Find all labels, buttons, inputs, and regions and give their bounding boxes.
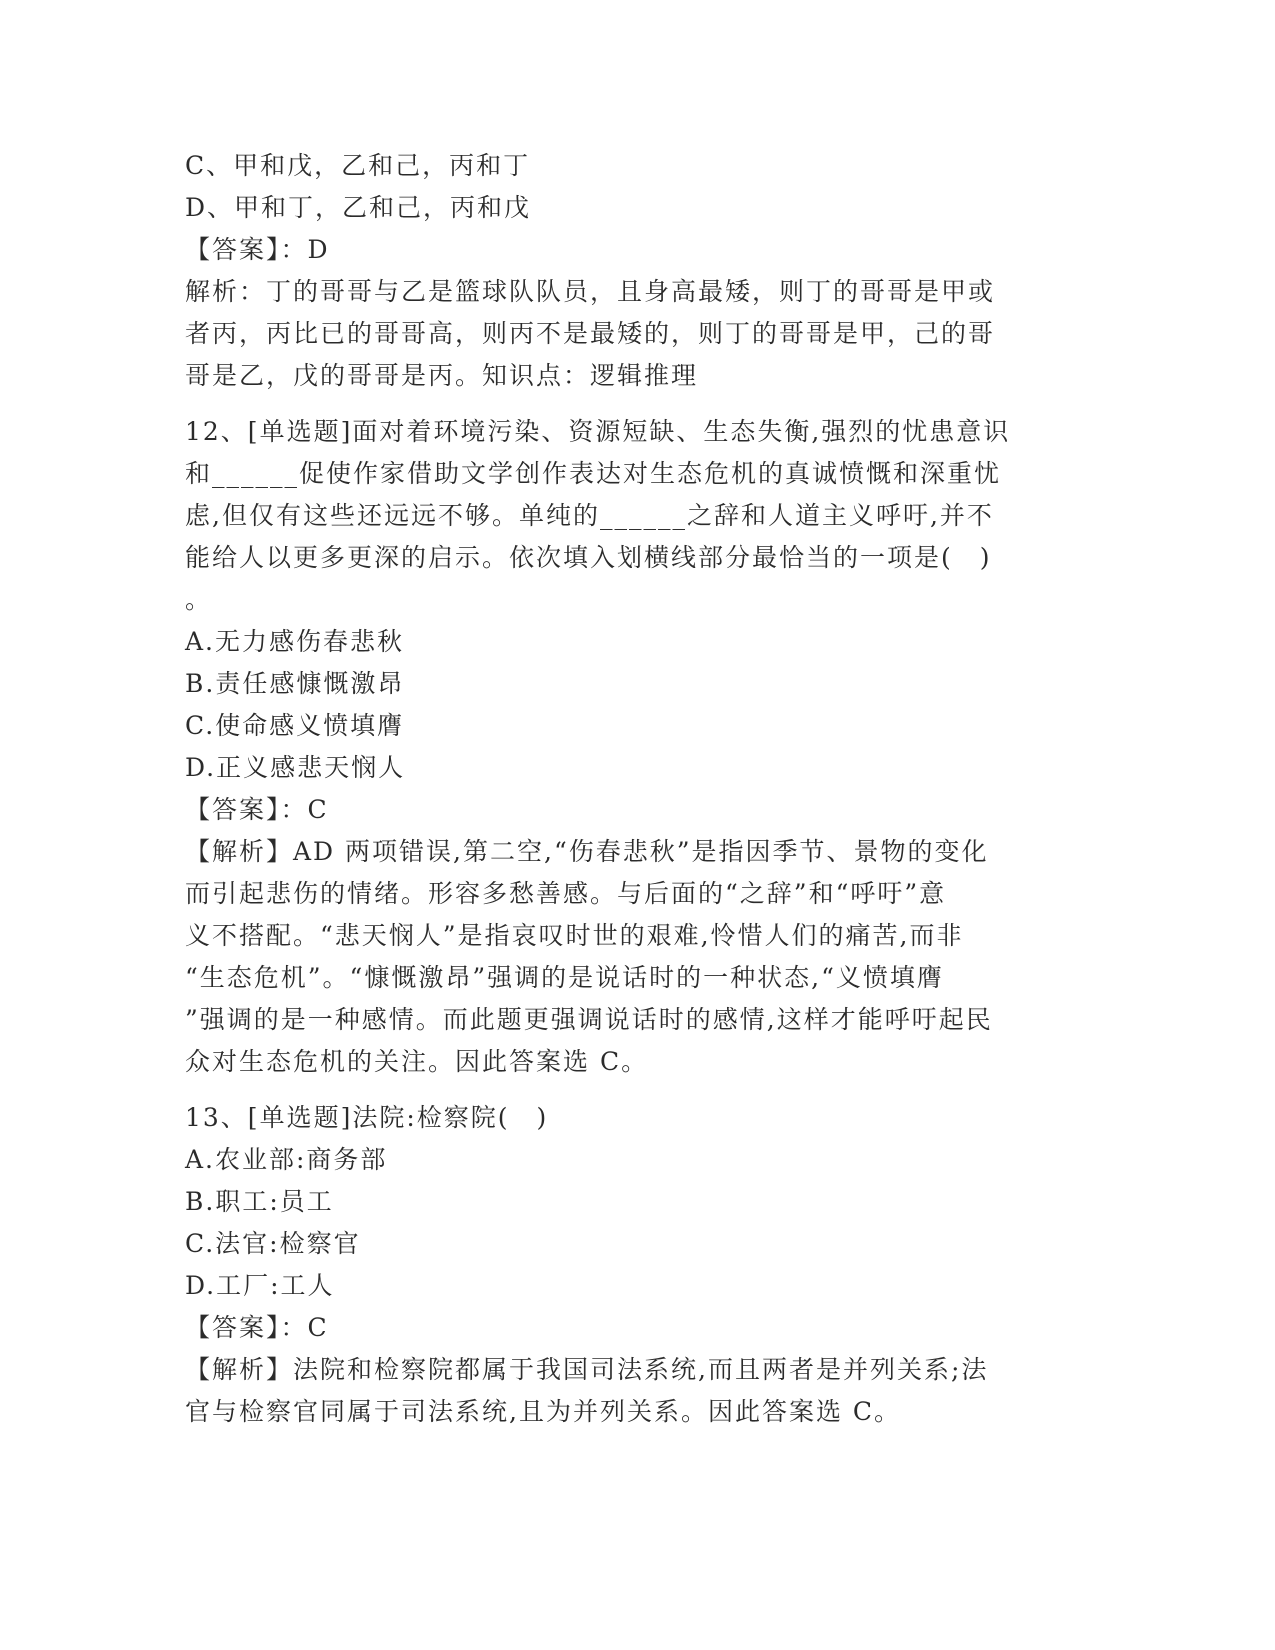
prev-question [185, 145, 1075, 397]
explanation-line: 众对生态危机的关注。因此答案选 C。 [185, 1047, 649, 1076]
option-c: C.使命感义愤填膺 [185, 711, 405, 740]
explanation-line: 【解析】AD 两项错误,第二空,“伤春悲秋”是指因季节、景物的变化 [185, 837, 989, 866]
question-stem-line: 13、[单选题]法院:检察院( ) [185, 1103, 549, 1132]
question-stem-line: 和______促使作家借助文学创作表达对生态危机的真诚愤慨和深重忧 [185, 459, 1002, 488]
question-stem-line: 虑,但仅有这些还远远不够。单纯的______之辞和人道主义呼吁,并不 [185, 501, 994, 530]
explanation-line: ”强调的是一种感情。而此题更强调说话时的感情,这样才能呼吁起民 [185, 1005, 993, 1034]
explanation-line: 而引起悲伤的情绪。形容多愁善感。与后面的“之辞”和“呼吁”意 [185, 879, 947, 908]
explanation-line: 解析：丁的哥哥与乙是篮球队队员，且身高最矮，则丁的哥哥是甲或 [185, 277, 996, 306]
option-c: C、甲和戊，乙和己，丙和丁 [185, 151, 531, 180]
answer: 【答案】：C [185, 795, 329, 824]
explanation-line: “生态危机”。“慷慨激昂”强调的是说话时的一种状态,“义愤填膺 [185, 963, 944, 992]
page-content [185, 145, 1075, 1433]
option-b: B.责任感慷慨激昂 [185, 669, 405, 698]
explanation-line: 者丙，丙比已的哥哥高，则丙不是最矮的，则丁的哥哥是甲，己的哥 [185, 319, 996, 348]
option-d: D.正义感悲天悯人 [185, 753, 406, 782]
question-13 [185, 1097, 1075, 1433]
explanation-line: 义不搭配。“悲天悯人”是指哀叹时世的艰难,怜惜人们的痛苦,而非 [185, 921, 964, 950]
explanation-line: 官与检察官同属于司法系统,且为并列关系。因此答案选 C。 [185, 1397, 902, 1426]
answer: 【答案】：D [185, 235, 330, 264]
question-12 [185, 411, 1075, 1083]
option-d: D、甲和丁，乙和己，丙和戊 [185, 193, 532, 222]
explanation-line: 【解析】法院和检察院都属于我国司法系统,而且两者是并列关系;法 [185, 1355, 989, 1384]
question-stem-line: 12、[单选题]面对着环境污染、资源短缺、生态失衡,强烈的忧患意识 [185, 417, 1011, 446]
option-a: A.无力感伤春悲秋 [185, 627, 405, 656]
option-c: C.法官:检察官 [185, 1229, 361, 1258]
option-b: B.职工:员工 [185, 1187, 334, 1216]
option-a: A.农业部:商务部 [185, 1145, 388, 1174]
answer: 【答案】：C [185, 1313, 329, 1342]
option-d: D.工厂:工人 [185, 1271, 335, 1300]
question-stem-line: 能给人以更多更深的启示。依次填入划横线部分最恰当的一项是( ) [185, 543, 992, 572]
question-stem-line: 。 [185, 585, 213, 614]
explanation-line: 哥是乙，戊的哥哥是丙。知识点：逻辑推理 [185, 361, 699, 390]
